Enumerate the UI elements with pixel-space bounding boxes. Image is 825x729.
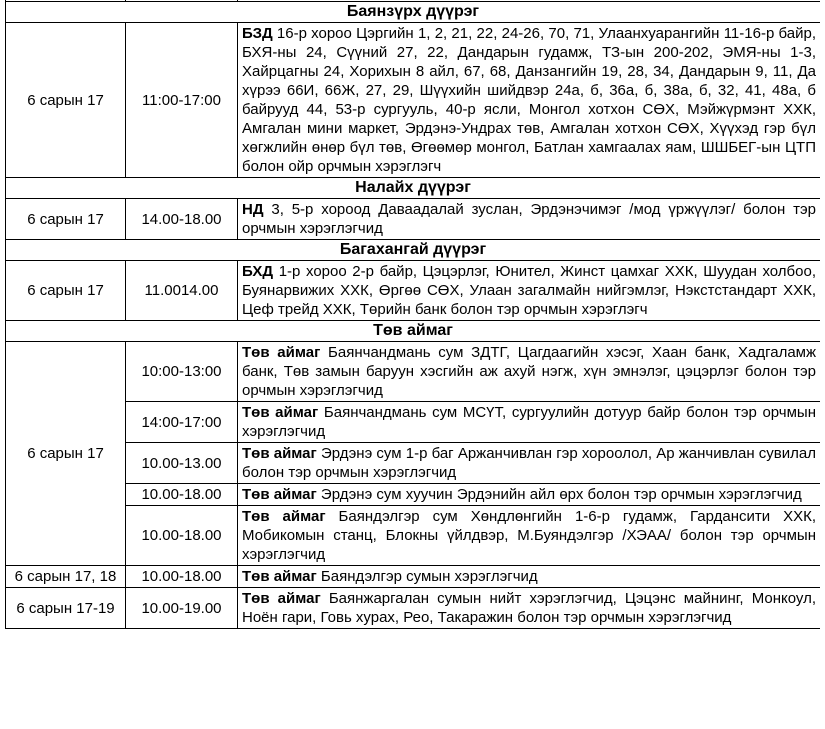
- table-row: [6, 443, 821, 484]
- section-header: Төв аймаг: [6, 321, 821, 342]
- time-cell: 11:00-17:00: [126, 23, 238, 178]
- description-text: Баянжаргалан сумын нийт хэрэглэгчид, Цэцэнс майнинг, Монкоул, Ноён гари, Говь хурах, Рео, Такаражин болон тэр орчмын хэрэглэгчид: [242, 590, 816, 626]
- description-text: 3, 5-р хороод Даваадалай зуслан, Эрдэнэчимэг /мод үржүүлэг/ болон тэр орчмын хэрэглэгчид: [242, 201, 816, 237]
- district-code: Төв аймаг: [242, 590, 321, 607]
- description-text: Баянчандмань сум ЗДТГ, Цагдаагийн хэсэг, Хаан банк, Хадгаламж банк, Төв замын баруун хэсгийн аж ахуй нэгж, хүн эмнэлэг, цэцэрлэг болон тэр орчмын хэрэглэгчид: [242, 344, 817, 399]
- district-code: Төв аймаг: [242, 568, 317, 585]
- table-row: [6, 588, 821, 629]
- table-row: [6, 23, 821, 178]
- section-header: Баянзүрх дүүрэг: [6, 2, 821, 23]
- description-cell: [238, 23, 821, 178]
- table-row: [6, 261, 821, 321]
- description-text: Баянчандмань сум МСҮТ, сургуулийн дотуур байр болон тэр орчмын хэрэглэгчид: [242, 404, 817, 440]
- description-text: Эрдэнэ сум хуучин Эрдэнийн айл өрх болон тэр орчмын хэрэглэгчид: [316, 486, 802, 503]
- table-row: [6, 506, 821, 566]
- table-row: [6, 566, 821, 588]
- date-cell: 6 сарын 17: [6, 261, 126, 321]
- date-cell: 6 сарын 17: [6, 199, 126, 240]
- date-cell: 6 сарын 17: [6, 23, 126, 178]
- district-code: БЗД: [242, 25, 273, 42]
- description-cell: [238, 506, 821, 566]
- description-text: 1-р хороо 2-р байр, Цэцэрлэг, Юнител, Жинст цамхаг ХХК, Шуудан холбоо, Буянарвижих ХХК, Өргөө СӨХ, Улаан загалмайн нийгэмлэг, Нэкстстандарт ХХК, Цеф трейд ХХК, Төрийн банк болон тэр орчмын хэрэглэгч: [242, 263, 816, 318]
- time-cell: 10.00-19.00: [126, 588, 238, 629]
- district-code: Төв аймаг: [242, 508, 326, 525]
- time-cell: 14.00-18.00: [126, 199, 238, 240]
- time-cell: 10.00-18.00: [126, 506, 238, 566]
- time-cell: 11.0014.00: [126, 261, 238, 321]
- schedule-page: [5, 0, 820, 729]
- time-cell: 14:00-17:00: [126, 402, 238, 443]
- district-code: БХД: [242, 263, 274, 280]
- description-cell: [238, 484, 821, 506]
- description-text: Баяндэлгэр сум Хөндлөнгийн 1-6-р гудамж, Гардансити ХХК, Мобикомын станц, Блокны үйлдвэр, М.Буяндэлгэр /ХЭАА/ болон тэр орчмын хэрэглэгчид: [242, 508, 816, 563]
- table-row: [6, 199, 821, 240]
- time-cell: 10.00-18.00: [126, 484, 238, 506]
- date-cell: 6 сарын 17: [6, 342, 126, 566]
- description-cell: [238, 402, 821, 443]
- table-row: [6, 402, 821, 443]
- description-cell: [238, 588, 821, 629]
- description-cell: [238, 342, 821, 402]
- date-cell: 6 сарын 17-19: [6, 588, 126, 629]
- description-cell: [238, 261, 821, 321]
- district-code: Төв аймаг: [242, 486, 317, 503]
- description-text: 16-р хороо Цэргийн 1, 2, 21, 22, 24-26, 70, 71, Улаанхуарангийн 11-16-р байр, БХЯ-ны 24, Сүүний 27, 22, Дандарын гудамж, ТЗ-ын 200-202, ЭМЯ-ны 1-3, Хайрцагны 24, Хорихын 8 айл, 67, 68, Данзангийн 19, 28, 34, Дандарын 9, 11, Да хүрээ 66И, 66Ж, 27, 29, Шүүхийн шийдвэр 24а, б, 36а, б, 38а, б, 32, 41, 48а, б байрууд 44, 53-р сургууль, 40-р ясли, Монгол хотхон СӨХ, Мэйжүрмэнт ХХК, Амгалан мини маркет, Эрдэнэ-Ундрах төв, Амгалан хотхон СӨХ, Хүүхэд гэр бүл хөгжлийн өнөр бүл төв, Өгөөмөр монгол, Батлан хамгаалах яам, ШШБЕГ-ын ЦТП болон ойр орчмын хэрэглэгч: [242, 25, 816, 175]
- date-cell: 6 сарын 17, 18: [6, 566, 126, 588]
- time-cell: 10:00-13:00: [126, 342, 238, 402]
- description-cell: [238, 199, 821, 240]
- district-code: Төв аймаг: [242, 404, 319, 421]
- time-cell: 10.00-18.00: [126, 566, 238, 588]
- district-code: Төв аймаг: [242, 344, 321, 361]
- district-code: Төв аймаг: [242, 445, 317, 462]
- district-code: НД: [242, 201, 264, 218]
- description-cell: [238, 566, 821, 588]
- description-text: Эрдэнэ сум 1-р баг Аржанчивлан гэр хороолол, Ар жанчивлан сувилал болон тэр орчмын хэрэглэгчид: [242, 445, 816, 481]
- time-cell: 10.00-13.00: [126, 443, 238, 484]
- description-text: Баяндэлгэр сумын хэрэглэгчид: [316, 568, 538, 585]
- table-row: [6, 484, 821, 506]
- section-header: Налайх дүүрэг: [6, 178, 821, 199]
- description-cell: [238, 443, 821, 484]
- outage-schedule-table: [5, 0, 820, 629]
- section-header: Багахангай дүүрэг: [6, 240, 821, 261]
- table-row: [6, 342, 821, 402]
